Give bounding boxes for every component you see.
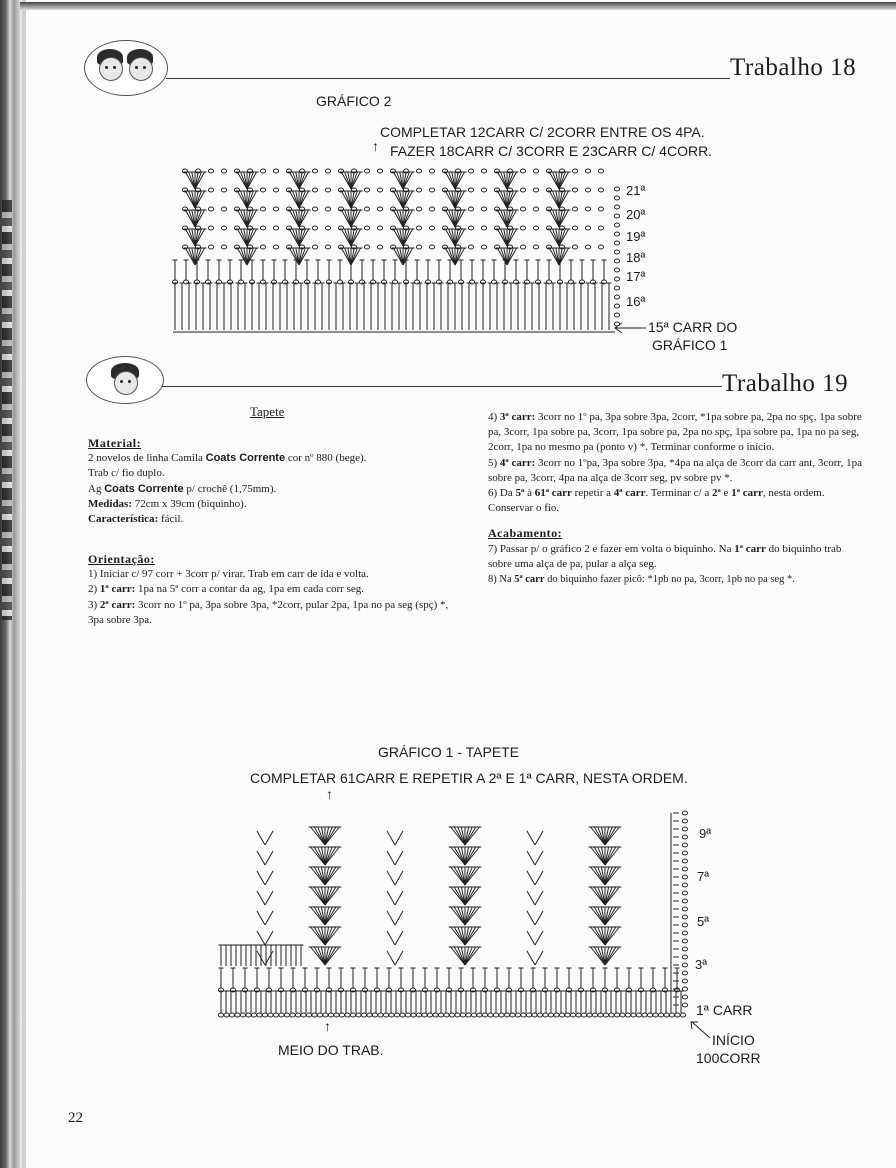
- chart1-row-9: 9ª: [699, 826, 712, 841]
- page-edge: [22, 0, 26, 1168]
- step-4: 4) 3ª carr: 3corr no 1º pa, 3pa sobre 3pa, 2corr, *1pa sobre pa, 2pa no spç, 1pa sobre pa, 3corr, 1pa sobre pa, 3corr, 1pa sobre pa, 2pa no spç, 1pa sobre pa, 1pa no pa seg, 2corr, 1pa no mesmo pa (ponto v) *. Terminar conforme o início.: [488, 411, 862, 454]
- chart2-note-line2: FAZER 18CARR C/ 3CORR E 23CARR C/ 4CORR.: [390, 143, 713, 159]
- chart2-row-19: 19ª: [626, 229, 646, 244]
- chart2-row-16: 16ª: [626, 294, 646, 309]
- step-7: 7) Passar p/ o gráfico 2 e fazer em volta o biquinho. Na 1ª carr do biquinho trab sobre uma alça de pa, pular a alça seg.: [488, 542, 842, 570]
- chart2-note-line1: COMPLETAR 12CARR C/ 2CORR ENTRE OS 4PA.: [380, 124, 705, 140]
- chart1-diagram: [215, 805, 695, 1025]
- chart2-arrow: ↑: [372, 138, 379, 154]
- steps-right-block: [488, 410, 862, 587]
- binding-pattern: [2, 200, 12, 620]
- step-1: 1) Iniciar c/ 97 corr + 3corr p/ virar. Trab em carr de ida e volta.: [88, 568, 369, 581]
- tapete-heading-text: Tapete: [250, 404, 285, 419]
- acabamento-heading: Acabamento:: [488, 526, 563, 541]
- orientacao-heading: Orientação:: [88, 552, 155, 566]
- medidas-value: 72cm x 39cm (biquinho).: [132, 497, 247, 510]
- chart1-first-row: 1ª CARR: [696, 1002, 753, 1018]
- chart2-source-arrow: [610, 318, 650, 338]
- chart2-source-line1: 15ª CARR DO: [648, 319, 738, 335]
- step-3: 3) 2ª carr: 3corr no 1º pa, 3pa sobre 3pa, *2corr, pular 2pa, 1pa no pa seg (spç) *, 3pa sobre 3pa.: [88, 598, 449, 626]
- section2-title: Trabalho 19: [722, 370, 849, 397]
- chart1-row-3: 3ª: [695, 957, 708, 972]
- caracteristica-value: fácil.: [158, 513, 184, 526]
- material-line1: 2 novelos de linha Camila: [88, 452, 206, 465]
- orientacao-block: [88, 552, 460, 628]
- dolls-logo: [84, 40, 168, 96]
- chart1-note: COMPLETAR 61CARR E REPETIR A 2ª E 1ª CARR, NESTA ORDEM.: [250, 770, 688, 786]
- tapete-heading: [250, 404, 284, 419]
- page-number: 22: [68, 1110, 83, 1126]
- chart1-row-5: 5ª: [697, 914, 710, 929]
- chart1-arrow: ↑: [326, 786, 333, 802]
- material-block: [88, 436, 460, 527]
- material-line3: Ag: [88, 482, 105, 495]
- chart1-middle-label: MEIO DO TRAB.: [278, 1042, 384, 1058]
- step-8: 8) Na 5ª carr do biquinho fazer picô: *1pb no pa, 3corr, 1pb no pa seg *.: [488, 574, 795, 586]
- chart1-start-line1: INÍCIO: [712, 1032, 755, 1048]
- material-heading: Material:: [88, 436, 142, 450]
- medidas-label: Medidas:: [88, 497, 132, 510]
- chart2-row-18: 18ª: [626, 250, 646, 265]
- chart2-diagram: [165, 165, 625, 335]
- step-5: 5) 4ª carr: 3corr no 1ºpa, 3pa sobre 3pa, *4pa na alça de 3corr da carr ant, 3corr, 1pa sobre pa, 3corr, 4pa na alça de 3corr seg, pv sobre pv *.: [488, 456, 862, 484]
- brand-name-2: Coats Corrente: [104, 482, 184, 495]
- chart2-row-17: 17ª: [626, 269, 646, 284]
- chart1-start-line2: 100CORR: [696, 1050, 761, 1066]
- brand-name: Coats Corrente: [205, 452, 286, 465]
- page-top-edge: [20, 2, 896, 10]
- chart2-row-20: 20ª: [626, 207, 646, 222]
- caracteristica-label: Característica:: [88, 513, 159, 526]
- chart2-row-21: 21ª: [626, 183, 646, 198]
- chart2-source-line2: GRÁFICO 1: [652, 337, 728, 353]
- section2-rule: [162, 386, 722, 387]
- chart2-label: GRÁFICO 2: [316, 93, 392, 109]
- chart1-arrow-bottom: ↑: [324, 1018, 331, 1034]
- page-title: Trabalho 18: [730, 54, 857, 81]
- chart1-row-7: 7ª: [697, 869, 710, 884]
- header-rule: [166, 78, 730, 79]
- step-6: 6) Da 5ª à 61ª carr repetir a 4ª carr. Terminar c/ a 2ª e 1ª carr, nesta ordem. Conservar o fio.: [488, 487, 825, 515]
- doll-logo: [86, 356, 164, 404]
- step-2: 2) 1ª carr: 1pa na 5ª corr a contar da ag, 1pa em cada corr seg.: [88, 583, 365, 596]
- chart1-label: GRÁFICO 1 - TAPETE: [378, 744, 520, 760]
- material-line2: Trab c/ fio duplo.: [88, 467, 165, 480]
- material-needle: p/ crochê (1,75mm).: [183, 482, 277, 495]
- material-color: cor nº 880 (bege).: [285, 452, 367, 465]
